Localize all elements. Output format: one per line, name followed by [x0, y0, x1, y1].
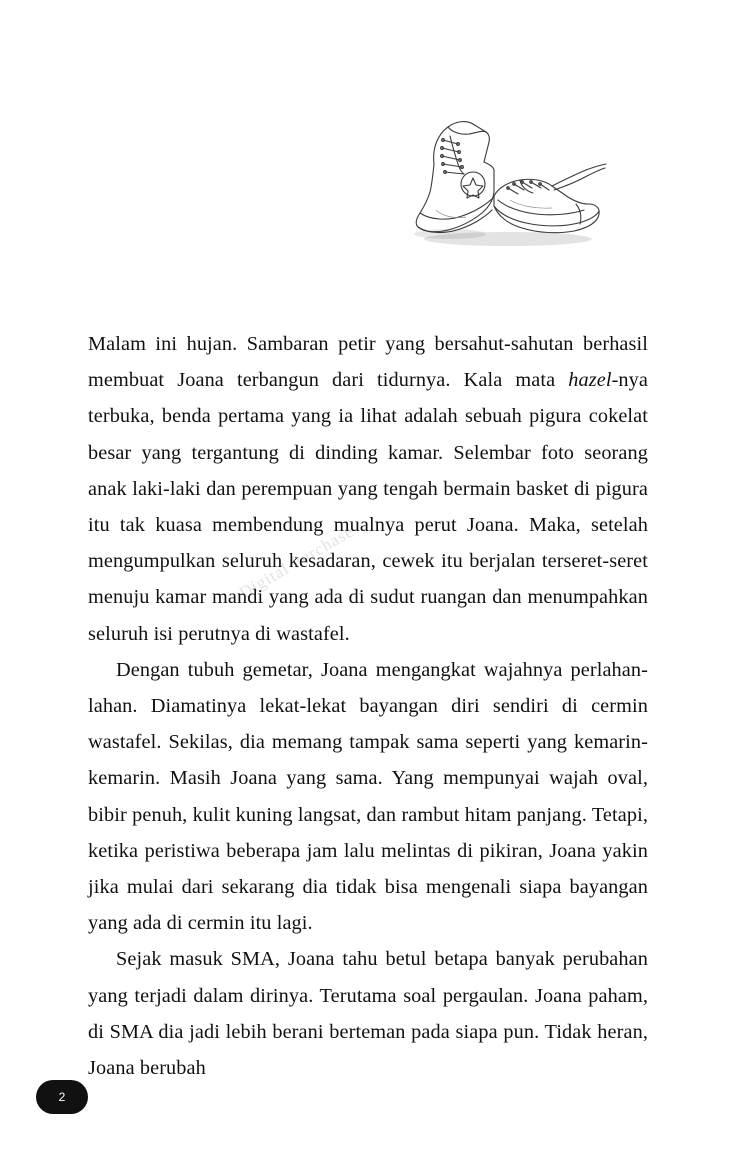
paragraph-1: Malam ini hujan. Sambaran petir yang bersahut-sahutan berhasil membuat Joana terbangun dari tidurnya. Kala mata hazel-nya terbuka, benda pertama yang ia lihat adalah sebuah pigura cokelat besar yang tergantung di dinding kamar. Selembar foto seorang anak laki-laki dan perempuan yang tengah bermain basket di pigura itu tak kuasa membendung mualnya perut Joana. Maka, setelah mengumpulkan seluruh kesadaran, cewek itu berjalan terseret-seret menuju kamar mandi yang ada di sudut ruangan dan menumpahkan seluruh isi perutnya di wastafel.: [88, 333, 648, 645]
page-number-badge: 2: [36, 1080, 88, 1114]
page-body-text: [88, 326, 648, 1086]
paragraph-3: Sejak masuk SMA, Joana tahu betul betapa banyak perubahan yang terjadi dalam dirinya. Terutama soal pergaulan. Joana paham, di SMA dia jadi lebih berani berteman pada siapa pun. Tidak heran, Joana berubah: [88, 948, 648, 1080]
italic-word: hazel: [568, 369, 612, 392]
watermark-text: Digital Purchase: [236, 521, 358, 603]
sneakers-illustration: [390, 100, 610, 275]
paragraph-2: Dengan tubuh gemetar, Joana mengangkat wajahnya perlahan-lahan. Diamatinya lekat-lekat bayangan diri sendiri di cermin wastafel. Sekilas, dia memang tampak sama seperti yang kemarin-kemarin. Masih Joana yang sama. Yang mempunyai wajah oval, bibir penuh, kulit kuning langsat, dan rambut hitam panjang. Tetapi, ketika peristiwa beberapa jam lalu melintas di pikiran, Joana yakin jika mulai dari sekarang dia tidak bisa mengenali siapa bayangan yang ada di cermin itu lagi.: [88, 658, 648, 935]
